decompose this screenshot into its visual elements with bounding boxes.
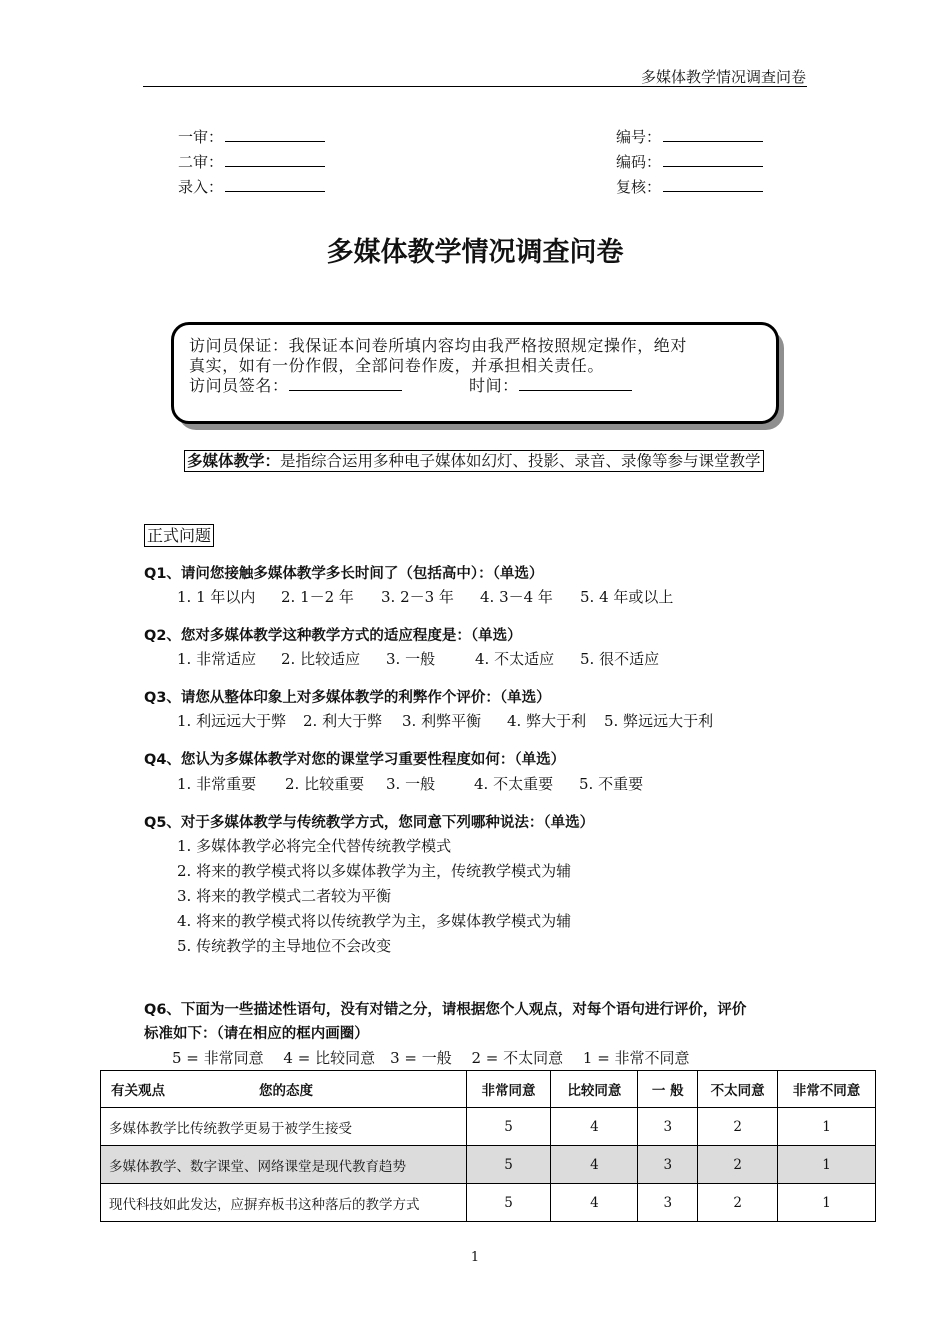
- rating-scale: 5 = 非常同意 4 = 比较同意 3 = 一般 2 = 不太同意 1 = 非常不同意: [172, 1049, 690, 1067]
- meta-second-review: [178, 151, 325, 173]
- option[interactable]: 4. 不太适应: [475, 650, 555, 668]
- meta-label: 编号：: [616, 128, 662, 146]
- rating-cell[interactable]: 4: [551, 1146, 638, 1184]
- rating-cell[interactable]: 1: [778, 1146, 876, 1184]
- rating-cell[interactable]: 4: [551, 1184, 638, 1222]
- meta-code: [616, 151, 763, 173]
- table-header: 一 般: [638, 1071, 698, 1108]
- rating-cell[interactable]: 5: [466, 1146, 551, 1184]
- fill-line[interactable]: [225, 177, 325, 192]
- definition-box: [184, 450, 764, 472]
- fill-line[interactable]: [663, 152, 763, 167]
- time-line[interactable]: [519, 376, 632, 391]
- fill-line[interactable]: [225, 127, 325, 142]
- signature-line[interactable]: [289, 376, 402, 391]
- option[interactable]: 1. 1 年以内: [177, 588, 256, 606]
- rating-cell[interactable]: 2: [698, 1146, 778, 1184]
- table-row: [101, 1146, 876, 1184]
- option[interactable]: 4. 弊大于利: [507, 712, 587, 730]
- header-rule: [143, 86, 807, 87]
- option[interactable]: 5. 很不适应: [580, 650, 660, 668]
- meta-first-review: [178, 126, 325, 148]
- time-label: 时间：: [468, 376, 519, 395]
- statement-cell: 多媒体教学比传统教学更易于被学生接受: [101, 1108, 467, 1146]
- table-header: 比较同意: [551, 1071, 638, 1108]
- option[interactable]: 3. 一般: [386, 775, 436, 793]
- rating-cell[interactable]: 3: [638, 1146, 698, 1184]
- meta-label: 一审：: [178, 128, 224, 146]
- statement-cell: 现代科技如此发达，应摒弃板书这种落后的教学方式: [101, 1184, 467, 1222]
- option[interactable]: 4. 不太重要: [474, 775, 554, 793]
- meta-label: 复核：: [616, 178, 662, 196]
- question-q1: Q1、请问您接触多媒体教学多长时间了（包括高中）：（单选）: [144, 566, 544, 582]
- option[interactable]: 2. 比较重要: [285, 775, 365, 793]
- question-q6-line2: 标准如下：（请在相应的框内画圈）: [144, 1026, 369, 1042]
- fill-line[interactable]: [663, 127, 763, 142]
- definition-text: 是指综合运用多种电子媒体如幻灯、投影、录音、录像等参与课堂教学: [280, 452, 761, 470]
- meta-number: [616, 126, 763, 148]
- rating-cell[interactable]: 5: [466, 1184, 551, 1222]
- question-q5: Q5、对于多媒体教学与传统教学方式，您同意下列哪种说法：（单选）: [144, 815, 595, 831]
- option[interactable]: 5. 不重要: [579, 775, 644, 793]
- attitude-table: [100, 1070, 876, 1222]
- option[interactable]: 5. 传统教学的主导地位不会改变: [177, 937, 392, 955]
- rating-cell[interactable]: 1: [778, 1184, 876, 1222]
- option[interactable]: 3. 2－3 年: [381, 588, 454, 606]
- option[interactable]: 2. 1－2 年: [281, 588, 354, 606]
- meta-recheck: [616, 176, 763, 198]
- option[interactable]: 1. 利远远大于弊: [177, 712, 287, 730]
- statement-line-2: 真实，如有一份作假，全部问卷作废，并承担相关责任。: [189, 356, 605, 375]
- options-q2: [177, 648, 659, 669]
- table-header-row: [101, 1071, 876, 1108]
- table-row: [101, 1108, 876, 1146]
- meta-entry: [178, 176, 325, 198]
- rating-cell[interactable]: 2: [698, 1184, 778, 1222]
- question-q2: Q2、您对多媒体教学这种教学方式的适应程度是：（单选）: [144, 628, 522, 644]
- rating-cell[interactable]: 5: [466, 1108, 551, 1146]
- statement-line-1: 访问员保证：我保证本问卷所填内容均由我严格按照规定操作，绝对: [189, 336, 688, 355]
- option[interactable]: 2. 利大于弊: [303, 712, 383, 730]
- option[interactable]: 1. 非常重要: [177, 775, 257, 793]
- rating-cell[interactable]: 3: [638, 1184, 698, 1222]
- definition-term: 多媒体教学：: [187, 452, 281, 470]
- fill-line[interactable]: [225, 152, 325, 167]
- rating-cell[interactable]: 2: [698, 1108, 778, 1146]
- interviewer-statement: [189, 336, 769, 396]
- option[interactable]: 3. 将来的教学模式二者较为平衡: [177, 887, 392, 905]
- option[interactable]: 5. 弊远远大于利: [604, 712, 714, 730]
- statement-cell: 多媒体教学、数字课堂、网络课堂是现代教育趋势: [101, 1146, 467, 1184]
- table-header: 不太同意: [698, 1071, 778, 1108]
- signature-label: 访问员签名：: [189, 376, 289, 395]
- question-q4: Q4、您认为多媒体教学对您的课堂学习重要性程度如何：（单选）: [144, 752, 566, 768]
- option[interactable]: 4. 将来的教学模式将以传统教学为主，多媒体教学模式为辅: [177, 912, 572, 930]
- header-label: 有关观点: [111, 1083, 165, 1099]
- rating-cell[interactable]: 4: [551, 1108, 638, 1146]
- option[interactable]: 5. 4 年或以上: [580, 588, 674, 606]
- table-header: 非常同意: [466, 1071, 551, 1108]
- page-title: 多媒体教学情况调查问卷: [326, 237, 624, 268]
- table-header: 非常不同意: [778, 1071, 876, 1108]
- rating-cell[interactable]: 1: [778, 1108, 876, 1146]
- option[interactable]: 2. 比较适应: [281, 650, 361, 668]
- option[interactable]: 4. 3－4 年: [480, 588, 553, 606]
- fill-line[interactable]: [663, 177, 763, 192]
- option[interactable]: 1. 多媒体教学必将完全代替传统教学模式: [177, 837, 452, 855]
- question-q6-line1: Q6、下面为一些描述性语句，没有对错之分，请根据您个人观点，对每个语句进行评价，评价: [144, 1002, 747, 1018]
- meta-label: 二审：: [178, 153, 224, 171]
- option[interactable]: 2. 将来的教学模式将以多媒体教学为主，传统教学模式为辅: [177, 862, 572, 880]
- option[interactable]: 3. 利弊平衡: [402, 712, 482, 730]
- meta-label: 编码：: [616, 153, 662, 171]
- options-q4: [177, 773, 643, 794]
- table-row: [101, 1184, 876, 1222]
- rating-cell[interactable]: 3: [638, 1108, 698, 1146]
- running-header: 多媒体教学情况调查问卷: [640, 68, 806, 86]
- option[interactable]: 3. 一般: [386, 650, 436, 668]
- header-label: 您的态度: [259, 1083, 313, 1099]
- table-header-statement: [101, 1071, 467, 1108]
- option[interactable]: 1. 非常适应: [177, 650, 257, 668]
- options-q3: [177, 710, 713, 731]
- options-q1: [177, 586, 673, 607]
- meta-label: 录入：: [178, 178, 224, 196]
- signature-row: [189, 376, 769, 396]
- question-q3: Q3、请您从整体印象上对多媒体教学的利弊作个评价：（单选）: [144, 690, 551, 706]
- section-heading: 正式问题: [144, 524, 214, 547]
- page-number: 1: [470, 1250, 480, 1265]
